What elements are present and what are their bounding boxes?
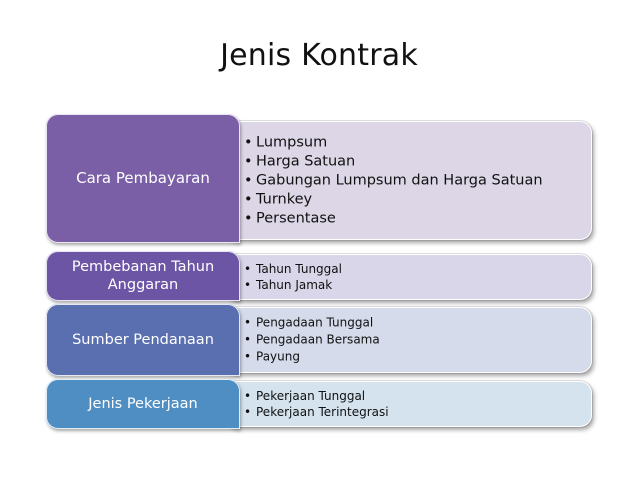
label-box-pembebanan-tahun-anggaran: Pembebanan Tahun Anggaran [46, 251, 240, 301]
content-box-sumber-pendanaan [225, 307, 592, 373]
list-item: • Harga Satuan [244, 152, 583, 171]
list-item: • Tahun Tunggal [244, 261, 583, 277]
label-box-jenis-pekerjaan: Jenis Pekerjaan [46, 379, 240, 429]
list-item: • Pengadaan Tunggal [244, 315, 583, 332]
item-list [244, 261, 583, 293]
item-list [244, 133, 583, 228]
list-item: • Pekerjaan Tunggal [244, 388, 583, 404]
content-box-jenis-pekerjaan [225, 381, 592, 427]
label-box-cara-pembayaran: Cara Pembayaran [46, 114, 240, 243]
item-list [244, 388, 583, 420]
list-item: • Persentase [244, 209, 583, 228]
diagram-title: Jenis Kontrak [220, 38, 418, 73]
list-item: • Lumpsum [244, 133, 583, 152]
list-item: • Pengadaan Bersama [244, 332, 583, 349]
item-list [244, 315, 583, 366]
list-item: • Gabungan Lumpsum dan Harga Satuan [244, 171, 583, 190]
list-item: • Turnkey [244, 190, 583, 209]
list-item: • Payung [244, 349, 583, 366]
label-box-sumber-pendanaan: Sumber Pendanaan [46, 304, 240, 376]
content-box-cara-pembayaran [225, 121, 592, 240]
list-item: • Pekerjaan Terintegrasi [244, 404, 583, 420]
content-box-pembebanan-tahun-anggaran [225, 254, 592, 300]
list-item: • Tahun Jamak [244, 277, 583, 293]
